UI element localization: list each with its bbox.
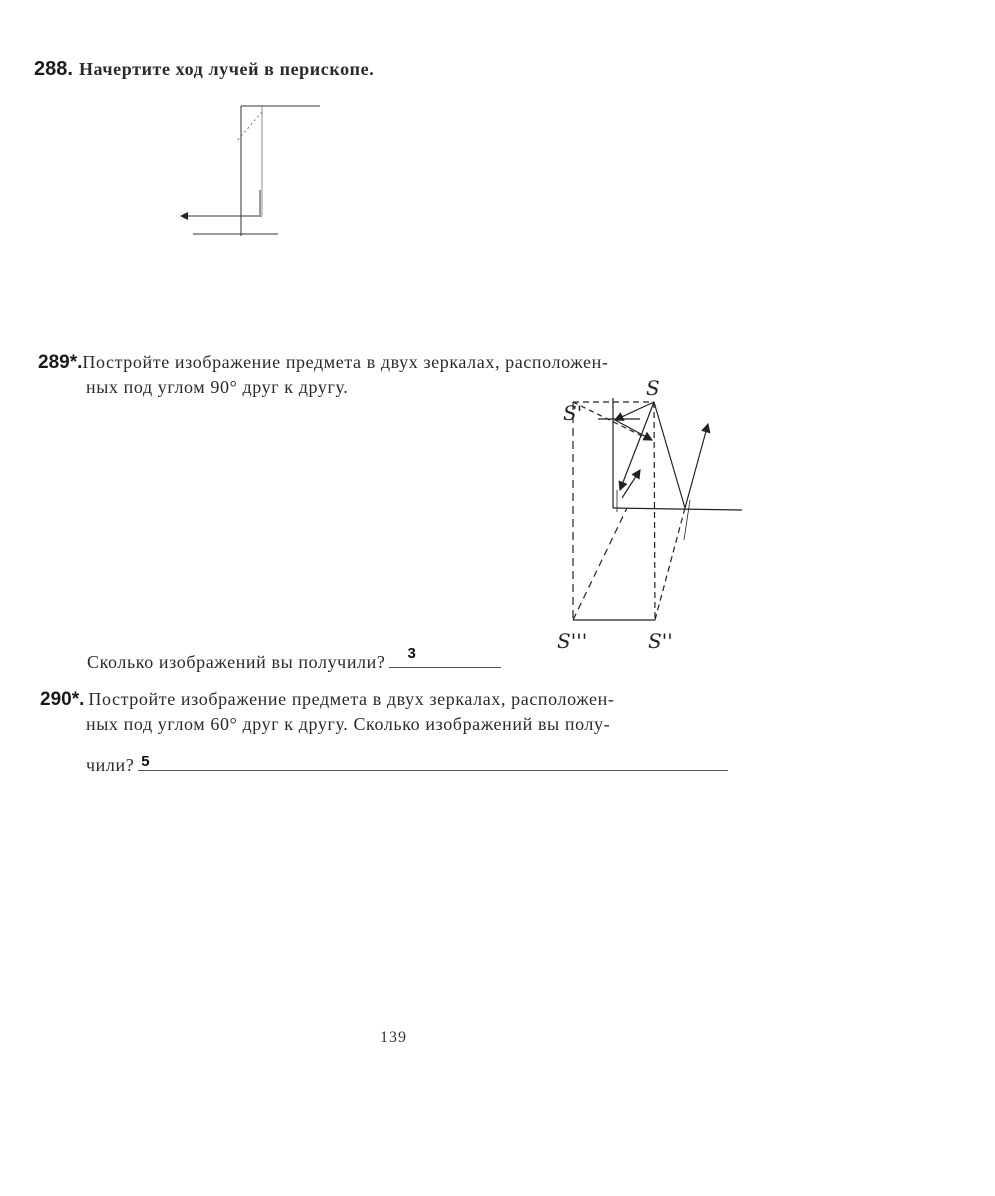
page-number: 139 [380, 1029, 407, 1046]
problem-text-line-1: Постройте изображение предмета в двух зеркалах, расположен- [82, 352, 609, 372]
ray-6 [685, 424, 708, 508]
problem-number: 289*. [38, 352, 83, 373]
problem-text-line-2: ных под углом 60° друг к другу. Сколько изображений вы полу- [86, 714, 611, 734]
mirrors-90-figure [557, 376, 742, 653]
problem-number: 288. [34, 58, 73, 80]
periscope-figure [181, 106, 320, 236]
problem-text-line-2: ных под углом 90° друг к другу. [86, 377, 349, 397]
dashed-right-vertical [654, 402, 655, 620]
label-s: S [646, 376, 660, 400]
label-s-prime: S' [563, 401, 583, 425]
dashed-s2-ray [655, 508, 685, 620]
ray-5 [654, 402, 685, 508]
question-text: чили? [86, 755, 135, 775]
problem-text: Начертите ход лучей в перископе. [78, 59, 375, 79]
label-s-double: S'' [648, 629, 673, 653]
problem-text-line-1: Постройте изображение предмета в двух зеркалах, расположен- [88, 689, 615, 709]
handwritten-answer: 3 [407, 645, 416, 662]
label-s-triple: S''' [557, 629, 588, 653]
dashed-diagonal [573, 402, 650, 440]
horizontal-mirror [613, 508, 742, 510]
handwritten-answer: 5 [141, 753, 150, 770]
problem-number: 290*. [40, 689, 85, 710]
periscope-top-mirror [236, 112, 262, 142]
ray-4 [622, 470, 640, 498]
dashed-s3-ray [573, 508, 627, 620]
question-text: Сколько изображений вы получили? [87, 652, 386, 672]
